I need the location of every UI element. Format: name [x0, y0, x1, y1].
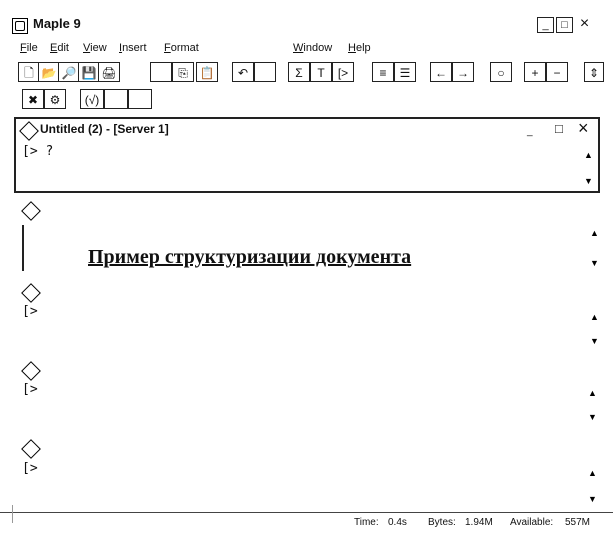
- scroll-up-arrow[interactable]: ▲: [588, 388, 597, 398]
- scroll-up-arrow[interactable]: ▲: [584, 150, 593, 160]
- zoom-out-button[interactable]: [546, 62, 568, 82]
- open-url-button[interactable]: [58, 62, 80, 82]
- paste-icon: 📋: [199, 66, 215, 80]
- new-button[interactable]: [18, 62, 40, 82]
- menu-window[interactable]: Window: [293, 42, 333, 54]
- print-icon: 🖨: [101, 66, 117, 80]
- close-button[interactable]: ×: [577, 17, 592, 31]
- text-mode-button[interactable]: [310, 62, 332, 82]
- menu-format[interactable]: Format: [164, 42, 199, 54]
- open-icon: 📂: [41, 66, 57, 80]
- execute-icon: ⚙: [49, 93, 61, 107]
- copy-icon: ⎘: [178, 66, 188, 80]
- insert-text-button[interactable]: [372, 62, 394, 82]
- indent-icon: →: [457, 66, 469, 80]
- status-divider: [12, 505, 13, 523]
- section-icon[interactable]: [21, 283, 41, 303]
- worksheet-title: Untitled (2) - [Server 1]: [40, 122, 169, 136]
- section-icon[interactable]: [21, 201, 41, 221]
- execute-button[interactable]: [44, 89, 66, 109]
- worksheet-close-button[interactable]: ×: [578, 118, 589, 138]
- insert-section-icon: ☰: [399, 66, 411, 80]
- scroll-button[interactable]: [584, 62, 604, 82]
- worksheet-minimize-button[interactable]: _: [527, 126, 533, 137]
- text-mode-icon: T: [317, 66, 325, 80]
- undo-button[interactable]: [232, 62, 254, 82]
- insert-prompt-icon: [>: [337, 66, 349, 80]
- command-prompt[interactable]: [>: [22, 461, 38, 476]
- scroll-down-arrow[interactable]: ▼: [590, 336, 599, 346]
- outdent-button[interactable]: [430, 62, 452, 82]
- status-bytes-value: 1.94M: [465, 517, 493, 528]
- zoom-out-icon: −: [553, 66, 561, 80]
- scroll-up-arrow[interactable]: ▲: [590, 312, 599, 322]
- restart-button[interactable]: [22, 89, 44, 109]
- menu-edit[interactable]: Edit: [50, 42, 69, 54]
- maple-app-icon: [12, 18, 28, 34]
- zoom-in-icon: +: [531, 66, 539, 80]
- math-mode-icon: Σ: [295, 66, 303, 80]
- insert-prompt-button[interactable]: [332, 62, 354, 82]
- stop-button[interactable]: [490, 62, 512, 82]
- redo-button[interactable]: [254, 62, 276, 82]
- stop-icon: ○: [497, 66, 505, 80]
- command-prompt-1[interactable]: [> ?: [22, 144, 54, 159]
- save-button[interactable]: [78, 62, 100, 82]
- new-icon: 🗋: [24, 66, 34, 80]
- menu-view[interactable]: View: [83, 42, 107, 54]
- menu-file[interactable]: File: [20, 42, 38, 54]
- command-prompt[interactable]: [>: [22, 304, 38, 319]
- insert-text-icon: ≡: [379, 66, 387, 80]
- document-heading: Пример структуризации документа: [88, 246, 412, 268]
- maximize-button[interactable]: □: [556, 17, 573, 33]
- scroll-down-arrow[interactable]: ▼: [588, 412, 597, 422]
- status-bytes-label: Bytes:: [428, 517, 456, 528]
- blank-2-button[interactable]: [128, 89, 152, 109]
- zoom-in-button[interactable]: [524, 62, 546, 82]
- scroll-down-arrow[interactable]: ▼: [588, 494, 597, 504]
- section-icon[interactable]: [21, 361, 41, 381]
- menu-help[interactable]: Help: [348, 42, 371, 54]
- scroll-up-arrow[interactable]: ▲: [588, 468, 597, 478]
- menu-insert[interactable]: Insert: [119, 42, 147, 54]
- open-url-icon: 🔎: [61, 66, 77, 80]
- open-button[interactable]: [38, 62, 60, 82]
- blank-1-button[interactable]: [104, 89, 128, 109]
- section-icon[interactable]: [21, 439, 41, 459]
- minimize-button[interactable]: _: [537, 17, 554, 33]
- cut-button[interactable]: [150, 62, 172, 82]
- scroll-icon: ⇕: [588, 66, 600, 80]
- outdent-icon: ←: [435, 66, 447, 80]
- status-time-label: Time:: [354, 517, 379, 528]
- print-button[interactable]: [98, 62, 120, 82]
- worksheet-maximize-button[interactable]: □: [555, 121, 563, 136]
- insert-section-button[interactable]: [394, 62, 416, 82]
- scroll-up-arrow[interactable]: ▲: [590, 228, 599, 238]
- paste-button[interactable]: [196, 62, 218, 82]
- status-available-label: Available:: [510, 517, 554, 528]
- section-bracket: [22, 225, 24, 271]
- scroll-down-arrow[interactable]: ▼: [590, 258, 599, 268]
- save-icon: 💾: [81, 66, 97, 80]
- status-time-value: 0.4s: [388, 517, 407, 528]
- indent-button[interactable]: [452, 62, 474, 82]
- restart-icon: ✖: [27, 93, 39, 107]
- math-mode-button[interactable]: [288, 62, 310, 82]
- copy-button[interactable]: [172, 62, 194, 82]
- app-title: Maple 9: [33, 16, 81, 31]
- check-icon: (√): [84, 93, 100, 107]
- scroll-down-arrow[interactable]: ▼: [584, 176, 593, 186]
- check-button[interactable]: [80, 89, 104, 109]
- undo-icon: ↶: [237, 66, 249, 80]
- command-prompt[interactable]: [>: [22, 382, 38, 397]
- status-available-value: 557M: [565, 517, 591, 528]
